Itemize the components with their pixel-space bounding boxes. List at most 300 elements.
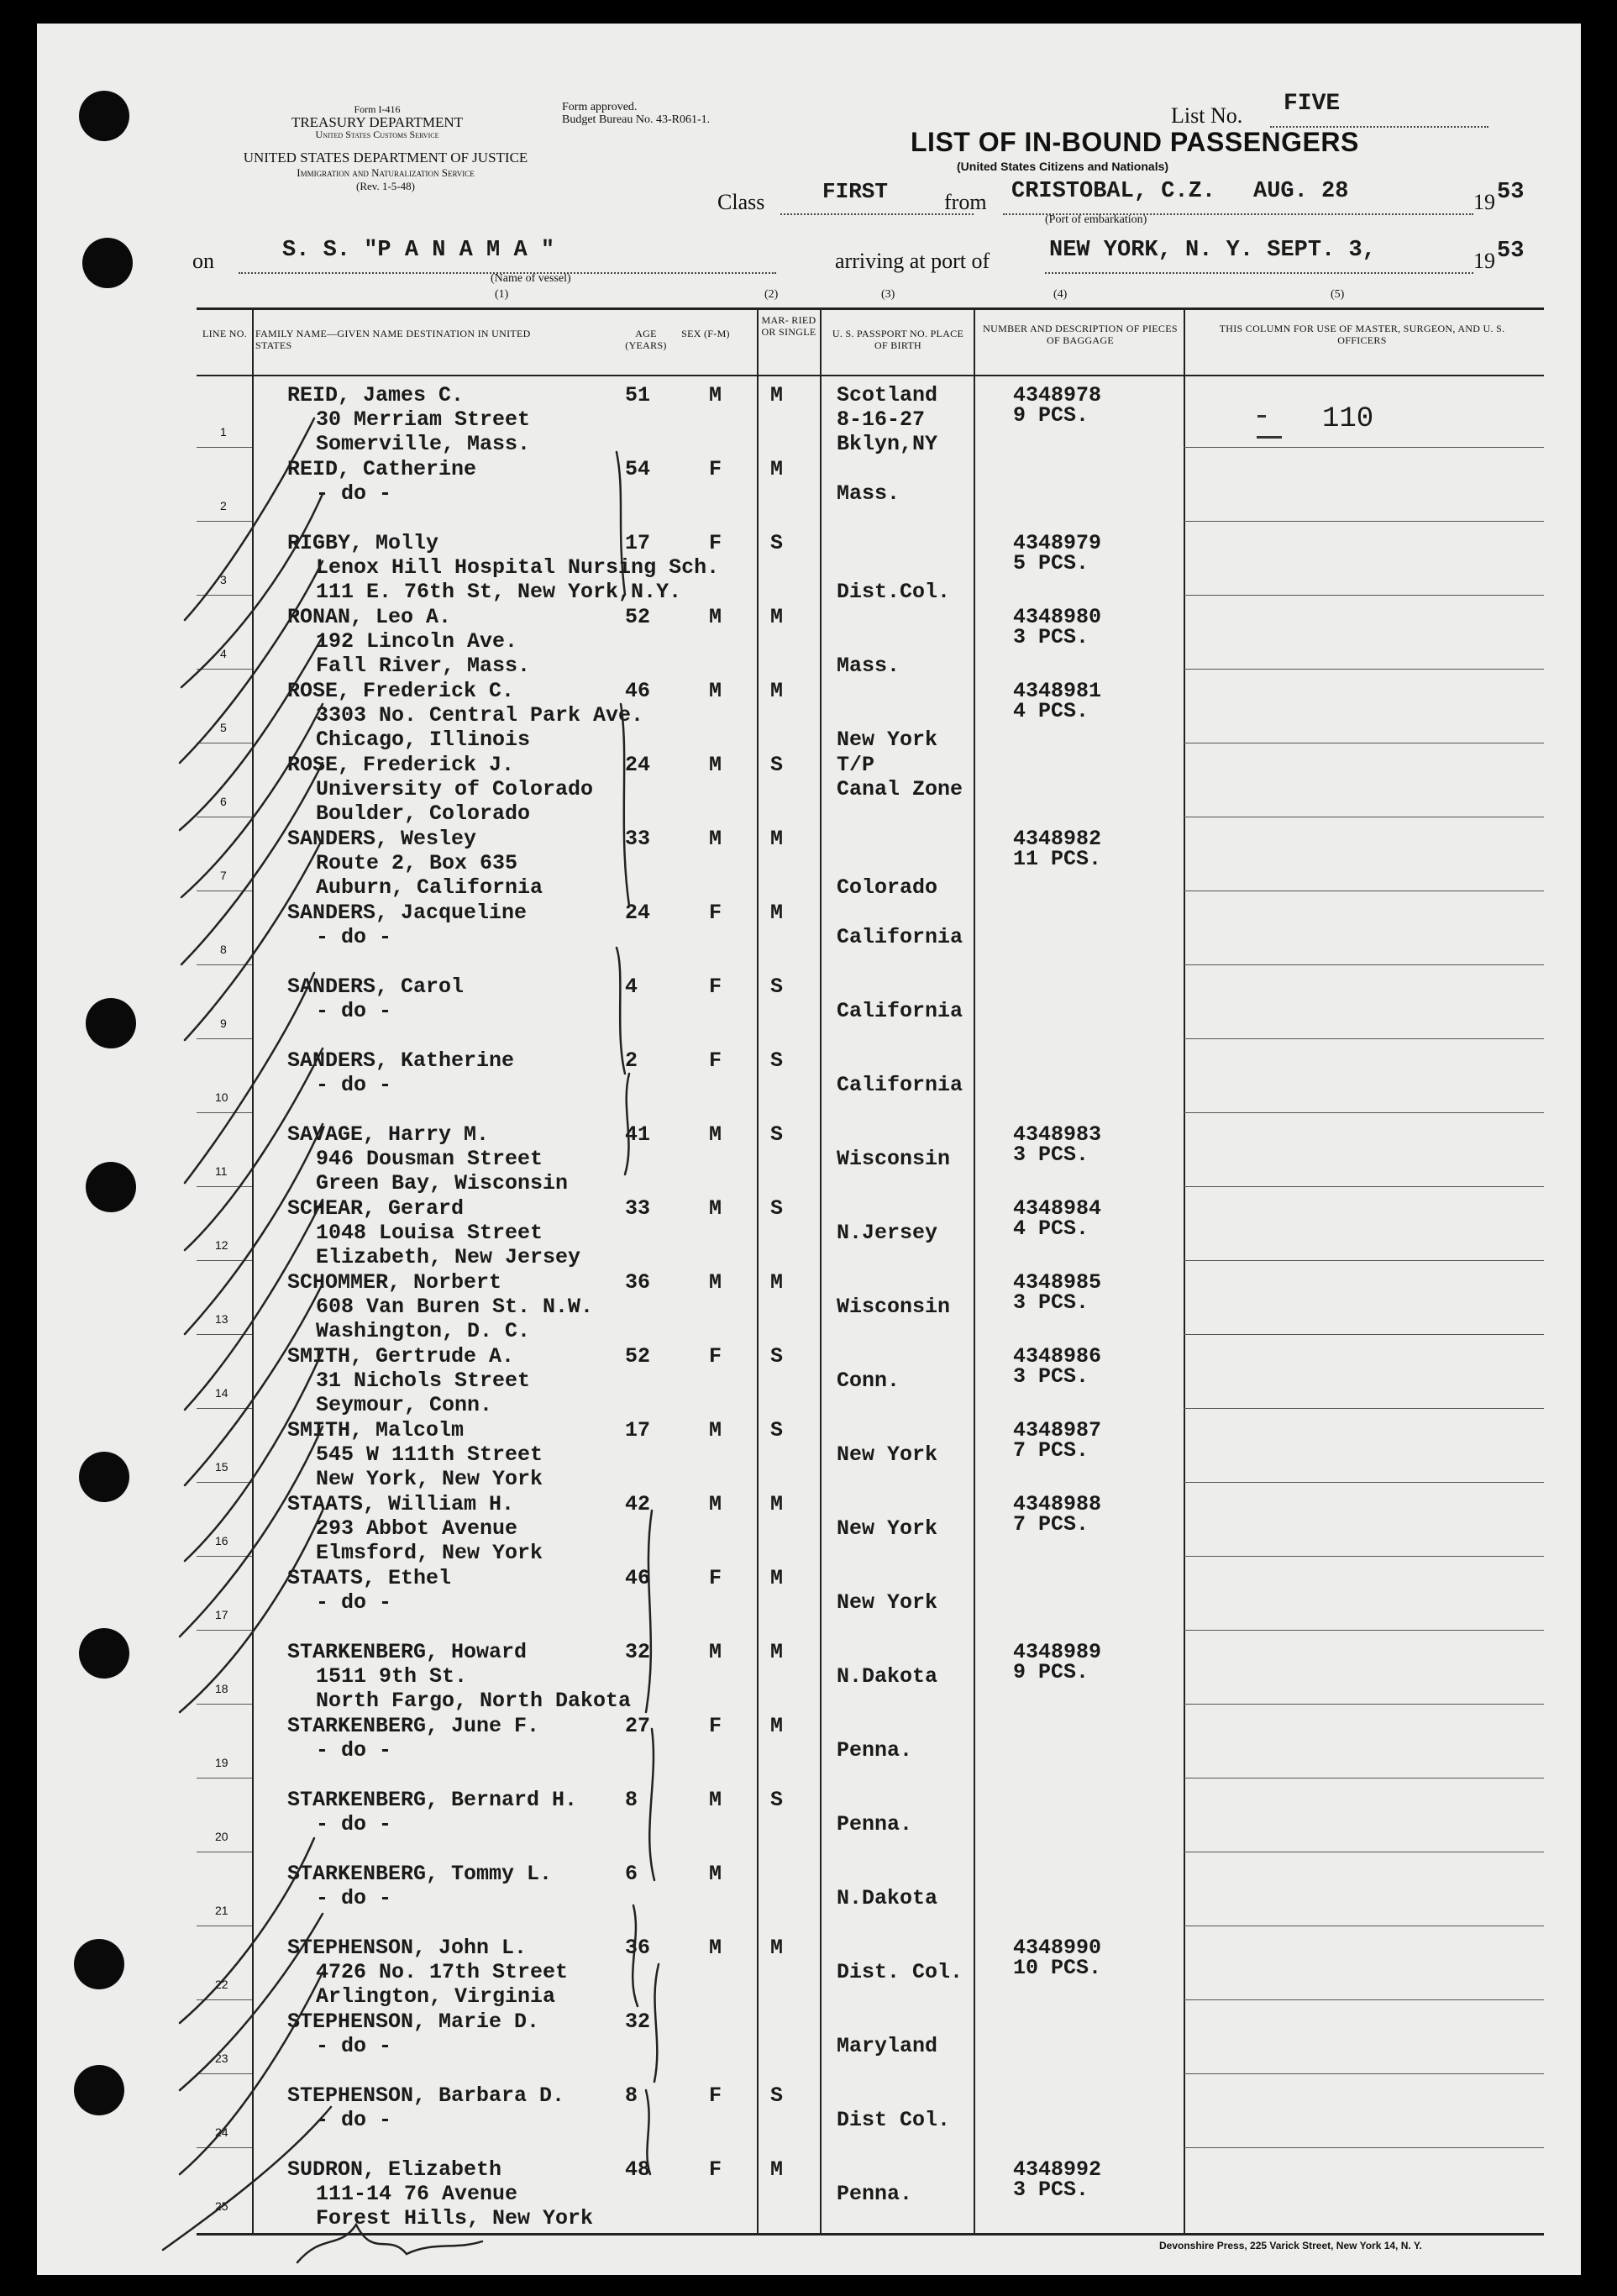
row-separator-left [197,1630,252,1631]
passenger-age: 46 [625,1566,651,1590]
passenger-ms: S [770,2083,784,2108]
passenger-ms: M [770,457,784,481]
passenger-name: STEPHENSON, Marie D. [287,2010,540,2034]
birth-place: New York [837,1516,938,1541]
passenger-sex: M [709,1122,722,1147]
birth-place: Penna. [837,2182,913,2206]
passenger-age: 52 [625,1344,651,1369]
list-no-label: List No. [1171,103,1243,128]
passenger-ms: M [770,2157,784,2182]
passenger-name: STARKENBERG, Tommy L. [287,1862,553,1886]
row-separator [1184,2147,1544,2148]
line-number: 11 [215,1164,228,1178]
passenger-age: 24 [625,753,651,777]
line-number: 8 [220,943,227,956]
passenger-name: RONAN, Leo A. [287,605,452,629]
baggage-number: 4348986 [1013,1344,1102,1369]
passenger-age: 33 [625,1196,651,1221]
passenger-address: Arlington, Virginia [316,1984,556,2009]
list-no-value: FIVE [1284,91,1341,117]
passenger-name: STARKENBERG, Bernard H. [287,1788,578,1812]
line-number: 23 [215,2052,228,2065]
passenger-name: REID, Catherine [287,457,477,481]
passenger-sex: F [709,901,722,925]
row-separator-left [197,1556,252,1557]
baggage-pieces: 11 PCS. [1013,847,1102,871]
passenger-ms: S [770,1788,784,1812]
row-separator [1184,1260,1544,1261]
row-separator-left [197,2073,252,2074]
birth-place: New York [837,1590,938,1615]
birth-place: Dist Col. [837,2108,951,2132]
header-married: MAR- RIED OR SINGLE [761,314,816,338]
passenger-ms: M [770,901,784,925]
birth-place: Colorado [837,875,938,900]
birth-place: N.Jersey [837,1221,938,1245]
passenger-name: SAVAGE, Harry M. [287,1122,490,1147]
line-number: 17 [215,1608,228,1621]
passenger-ms: M [770,383,784,407]
baggage-number: 4348992 [1013,2157,1102,2182]
baggage-pieces: 3 PCS. [1013,2178,1089,2202]
passenger-address: 608 Van Buren St. N.W. [316,1295,594,1319]
passenger-name: REID, James C. [287,383,465,407]
passenger-age: 8 [625,2083,638,2108]
row-separator-left [197,1038,252,1039]
passenger-address: 3303 No. Central Park Ave. [316,703,644,728]
row-separator [1184,1334,1544,1335]
baggage-pieces: 7 PCS. [1013,1512,1089,1537]
baggage-number: 4348983 [1013,1122,1102,1147]
passenger-sex: M [709,1492,722,1516]
birth-place: Dist. Col. [837,1960,963,1984]
birth-place: Maryland [837,2034,938,2058]
passenger-address: Elmsford, New York [316,1541,543,1565]
line-number: 19 [215,1756,228,1769]
passenger-sex: M [709,1936,722,1960]
passenger-ms: S [770,1418,784,1442]
passenger-ms: S [770,1196,784,1221]
passenger-address: 545 W 111th Street [316,1442,543,1467]
line-number: 13 [215,1312,228,1326]
line-number: 15 [215,1460,228,1474]
passenger-name: SMITH, Gertrude A. [287,1344,515,1369]
row-separator-left [197,1408,252,1409]
header-passport: U. S. PASSPORT NO. PLACE OF BIRTH [832,328,964,351]
passenger-address: 31 Nichols Street [316,1369,531,1393]
birth-place: California [837,1073,963,1097]
passenger-sex: F [709,975,722,999]
class-value: FIRST [822,179,889,204]
passenger-sex: F [709,1048,722,1073]
line-number: 6 [220,795,227,808]
passenger-address: Chicago, Illinois [316,728,531,752]
line-number: 25 [215,2199,228,2213]
passenger-sex: M [709,1418,722,1442]
passenger-address: 4726 No. 17th Street [316,1960,569,1984]
passenger-sex: F [709,1344,722,1369]
baggage-number: 4348987 [1013,1418,1102,1442]
passenger-sex: F [709,2157,722,2182]
passenger-age: 2 [625,1048,638,1073]
treasury-dept: TREASURY DEPARTMENT [291,114,464,130]
passenger-age: 17 [625,1418,651,1442]
passenger-age: 24 [625,901,651,925]
header-line-no: LINE NO. [202,328,248,339]
baggage-number: 4348989 [1013,1640,1102,1664]
birth-place: Mass. [837,654,900,678]
passenger-name: RIGBY, Molly [287,531,439,555]
passenger-ms: M [770,1640,784,1664]
passenger-sex: M [709,1788,722,1812]
birth-place: California [837,925,963,949]
baggage-pieces: 9 PCS. [1013,403,1089,428]
row-separator [1184,1038,1544,1039]
line-number: 22 [215,1978,228,1991]
column-number-1: (1) [495,288,509,301]
row-separator [1184,1482,1544,1483]
passenger-age: 42 [625,1492,651,1516]
passenger-address: 293 Abbot Avenue [316,1516,518,1541]
passenger-ms: M [770,1492,784,1516]
passenger-age: 46 [625,679,651,703]
table-header-divider [197,375,1544,376]
row-separator-left [197,964,252,965]
line-number: 21 [215,1904,228,1917]
birth-place: Conn. [837,1369,900,1393]
passenger-sex: M [709,1862,722,1886]
passenger-age: 36 [625,1270,651,1295]
column-number-4: (4) [1053,288,1068,301]
row-separator-left [197,1999,252,2000]
row-separator [1184,2073,1544,2074]
col-divider [820,307,822,2235]
vessel-value: S. S. "P A N A M A " [282,238,555,263]
row-separator-left [197,447,252,448]
officer-tick [1257,415,1266,418]
passenger-address: - do - [316,999,392,1023]
passenger-age: 54 [625,457,651,481]
passenger-sex: M [709,827,722,851]
birth-place: Mass. [837,481,900,506]
embark-year-prefix: 19 [1473,190,1495,214]
line-number: 12 [215,1238,228,1252]
line-number: 14 [215,1386,228,1400]
passenger-address: 1048 Louisa Street [316,1221,543,1245]
row-separator-left [197,1482,252,1483]
passenger-address: Somerville, Mass. [316,432,531,456]
birth-place: Wisconsin [837,1295,951,1319]
line-number: 16 [215,1534,228,1547]
passenger-name: STEPHENSON, John L. [287,1936,528,1960]
row-separator [1184,1556,1544,1557]
baggage-pieces: 3 PCS. [1013,1290,1089,1315]
passenger-name: SMITH, Malcolm [287,1418,465,1442]
baggage-number: 4348988 [1013,1492,1102,1516]
passenger-ms: M [770,827,784,851]
passenger-ms: M [770,1936,784,1960]
baggage-pieces: 4 PCS. [1013,1216,1089,1241]
passenger-sex: M [709,753,722,777]
row-separator [1184,1186,1544,1187]
line-number: 5 [220,721,227,734]
col-divider [974,307,975,2235]
passenger-ms: M [770,1566,784,1590]
row-separator [1184,1112,1544,1113]
birth-place: Scotland [837,383,938,407]
row-separator-left [197,521,252,522]
budget-approval: Form approved. Budget Bureau No. 43-R061-1. [562,101,711,126]
passenger-sex: F [709,1566,722,1590]
line-number: 7 [220,869,227,882]
line-number: 20 [215,1830,228,1843]
row-separator [1184,1704,1544,1705]
passenger-sex: F [709,457,722,481]
birth-place: Dist.Col. [837,580,951,604]
birth-place: Canal Zone [837,777,963,801]
passenger-sex: F [709,2083,722,2108]
birth-place: N.Dakota [837,1664,938,1689]
baggage-pieces: 3 PCS. [1013,1143,1089,1167]
passenger-ms: M [770,1270,784,1295]
passenger-age: 41 [625,1122,651,1147]
form-number: Form I-416 [354,103,401,115]
passenger-age: 27 [625,1714,651,1738]
passenger-age: 17 [625,531,651,555]
row-separator-left [197,595,252,596]
birth-place: New York [837,1442,938,1467]
passenger-age: 32 [625,2010,651,2034]
passenger-ms: S [770,975,784,999]
passenger-name: SANDERS, Carol [287,975,465,999]
passenger-name: ROSE, Frederick C. [287,679,515,703]
passenger-age: 51 [625,383,651,407]
line-number: 18 [215,1682,228,1695]
passenger-address: - do - [316,1073,392,1097]
baggage-pieces: 10 PCS. [1013,1956,1102,1980]
passenger-name: SCHOMMER, Norbert [287,1270,502,1295]
passenger-address: 111 E. 76th St, New York,N.Y. [316,580,682,604]
passenger-age: 36 [625,1936,651,1960]
passenger-age: 33 [625,827,651,851]
officer-dash [1257,436,1282,439]
col-divider [757,307,759,2235]
header-baggage: NUMBER AND DESCRIPTION OF PIECES OF BAGGAGE [983,323,1178,346]
passenger-address: 30 Merriam Street [316,407,531,432]
printer-imprint: Devonshire Press, 225 Varick Street, New York 14, N. Y. [1159,2240,1422,2251]
passenger-ms: S [770,1122,784,1147]
passenger-address: - do - [316,1886,392,1910]
passenger-address: - do - [316,2034,392,2058]
from-label: from [944,190,987,214]
passenger-address: New York, New York [316,1467,543,1491]
baggage-number: 4348979 [1013,531,1102,555]
passenger-name: SCHEAR, Gerard [287,1196,465,1221]
row-separator-left [197,1334,252,1335]
arrival-year: 53 [1497,239,1525,264]
baggage-pieces: 7 PCS. [1013,1438,1089,1463]
row-separator-left [197,2147,252,2148]
passenger-ms: M [770,679,784,703]
row-separator [1184,447,1544,448]
line-number: 4 [220,647,227,660]
passenger-address: - do - [316,1738,392,1763]
passenger-sex: M [709,383,722,407]
passenger-address: Lenox Hill Hospital Nursing Sch. [316,555,720,580]
row-separator [1184,595,1544,596]
baggage-pieces: 9 PCS. [1013,1660,1089,1684]
passenger-address: Route 2, Box 635 [316,851,518,875]
header-age: AGE (YEARS) [625,328,667,351]
officer-note: 110 [1322,403,1374,435]
passenger-name: SANDERS, Katherine [287,1048,515,1073]
on-label: on [192,249,214,273]
passenger-sex: M [709,1196,722,1221]
page-title: LIST OF IN-BOUND PASSENGERS [911,127,1359,157]
passenger-ms: S [770,1048,784,1073]
passenger-address: - do - [316,2108,392,2132]
passenger-name: STAATS, Ethel [287,1566,452,1590]
birth-place: New York [837,728,938,752]
baggage-pieces: 4 PCS. [1013,699,1089,723]
embark-date: AUG. 28 [1253,179,1349,204]
passenger-ms: S [770,1344,784,1369]
header-name: FAMILY NAME—GIVEN NAME DESTINATION IN UNITED STATES [255,328,531,351]
from-value: CRISTOBAL, C.Z. [1011,179,1216,204]
baggage-pieces: 3 PCS. [1013,625,1089,649]
line-number: 1 [220,425,227,439]
birth-place: 8-16-27 [837,407,926,432]
passenger-name: SANDERS, Wesley [287,827,477,851]
passenger-sex: M [709,1270,722,1295]
port-embark-note: (Port of embarkation) [1045,213,1147,226]
passenger-address: - do - [316,1812,392,1836]
row-separator-left [197,1704,252,1705]
passenger-name: STARKENBERG, Howard [287,1640,528,1664]
passenger-sex: M [709,679,722,703]
passenger-ms: M [770,1714,784,1738]
passenger-address: - do - [316,481,392,506]
header-officers: THIS COLUMN FOR USE OF MASTER, SURGEON, AND U. S. OFFICERS [1219,323,1505,346]
passenger-table [37,24,1581,2275]
passenger-age: 52 [625,605,651,629]
arrival-year-prefix: 19 [1473,249,1495,273]
column-number-5: (5) [1331,288,1345,301]
customs-service: United States Customs Service [315,129,439,140]
baggage-number: 4348980 [1013,605,1102,629]
baggage-number: 4348984 [1013,1196,1102,1221]
passenger-address: University of Colorado [316,777,594,801]
passenger-name: STARKENBERG, June F. [287,1714,540,1738]
page-subtitle: (United States Citizens and Nationals) [957,160,1169,173]
class-label: Class [717,190,765,214]
baggage-pieces: 3 PCS. [1013,1364,1089,1389]
passenger-sex: M [709,605,722,629]
baggage-number: 4348990 [1013,1936,1102,1960]
passenger-address: Forest Hills, New York [316,2206,594,2230]
passenger-age: 32 [625,1640,651,1664]
passenger-address: 946 Dousman Street [316,1147,543,1171]
passenger-ms: S [770,531,784,555]
passenger-address: Boulder, Colorado [316,801,531,826]
document-page [37,24,1581,2275]
column-number-3: (3) [881,288,895,301]
embark-year: 53 [1497,180,1525,205]
passenger-sex: F [709,531,722,555]
birth-place: Wisconsin [837,1147,951,1171]
line-number: 3 [220,573,227,586]
passenger-address: Auburn, California [316,875,543,900]
col-divider [1184,307,1185,2235]
passenger-address: Seymour, Conn. [316,1393,493,1417]
row-separator [1184,964,1544,965]
line-number: 24 [215,2125,228,2139]
passenger-address: 192 Lincoln Ave. [316,629,518,654]
passenger-address: Elizabeth, New Jersey [316,1245,581,1269]
birth-place: California [837,999,963,1023]
line-number: 9 [220,1017,227,1030]
row-separator [1184,669,1544,670]
row-separator [1184,1999,1544,2000]
passenger-address: Green Bay, Wisconsin [316,1171,569,1195]
passenger-name: SUDRON, Elizabeth [287,2157,502,2182]
row-separator [1184,521,1544,522]
birth-place: Bklyn,NY [837,432,938,456]
baggage-number: 4348981 [1013,679,1102,703]
column-number-2: (2) [764,288,779,301]
passenger-address: - do - [316,925,392,949]
passenger-sex: F [709,1714,722,1738]
passenger-address: Washington, D. C. [316,1319,531,1343]
vessel-note: (Name of vessel) [491,272,571,285]
passenger-name: SANDERS, Jacqueline [287,901,528,925]
arriving-label: arriving at port of [835,249,990,273]
passenger-name: STEPHENSON, Barbara D. [287,2083,565,2108]
table-top-border [197,307,1544,310]
row-separator [1184,1630,1544,1631]
baggage-number: 4348978 [1013,383,1102,407]
passenger-sex: M [709,1640,722,1664]
passenger-address: 1511 9th St. [316,1664,468,1689]
passenger-ms: S [770,753,784,777]
baggage-pieces: 5 PCS. [1013,551,1089,575]
birth-place: N.Dakota [837,1886,938,1910]
passenger-name: STAATS, William H. [287,1492,515,1516]
passenger-age: 6 [625,1862,638,1886]
passenger-address: - do - [316,1590,392,1615]
row-separator-left [197,1112,252,1113]
passenger-ms: M [770,605,784,629]
line-number: 2 [220,499,227,512]
col-divider [252,307,254,2235]
line-number: 10 [215,1090,228,1104]
baggage-number: 4348985 [1013,1270,1102,1295]
row-separator-left [197,669,252,670]
birth-place: Penna. [837,1738,913,1763]
row-separator-left [197,1186,252,1187]
doj-block: UNITED STATES DEPARTMENT OF JUSTICE Immigration and Naturalization Service (Rev. 1-5-48) [243,150,528,192]
passenger-address: 111-14 76 Avenue [316,2182,518,2206]
table-bottom-border [197,2233,1544,2236]
header-sex: SEX (F-M) [681,328,730,339]
row-separator-left [197,1260,252,1261]
passenger-address: Fall River, Mass. [316,654,531,678]
passenger-age: 8 [625,1788,638,1812]
birth-place: T/P [837,753,875,777]
birth-place: Penna. [837,1812,913,1836]
arrival-value: NEW YORK, N. Y. SEPT. 3, [1049,238,1376,263]
passenger-address: North Fargo, North Dakota [316,1689,632,1713]
